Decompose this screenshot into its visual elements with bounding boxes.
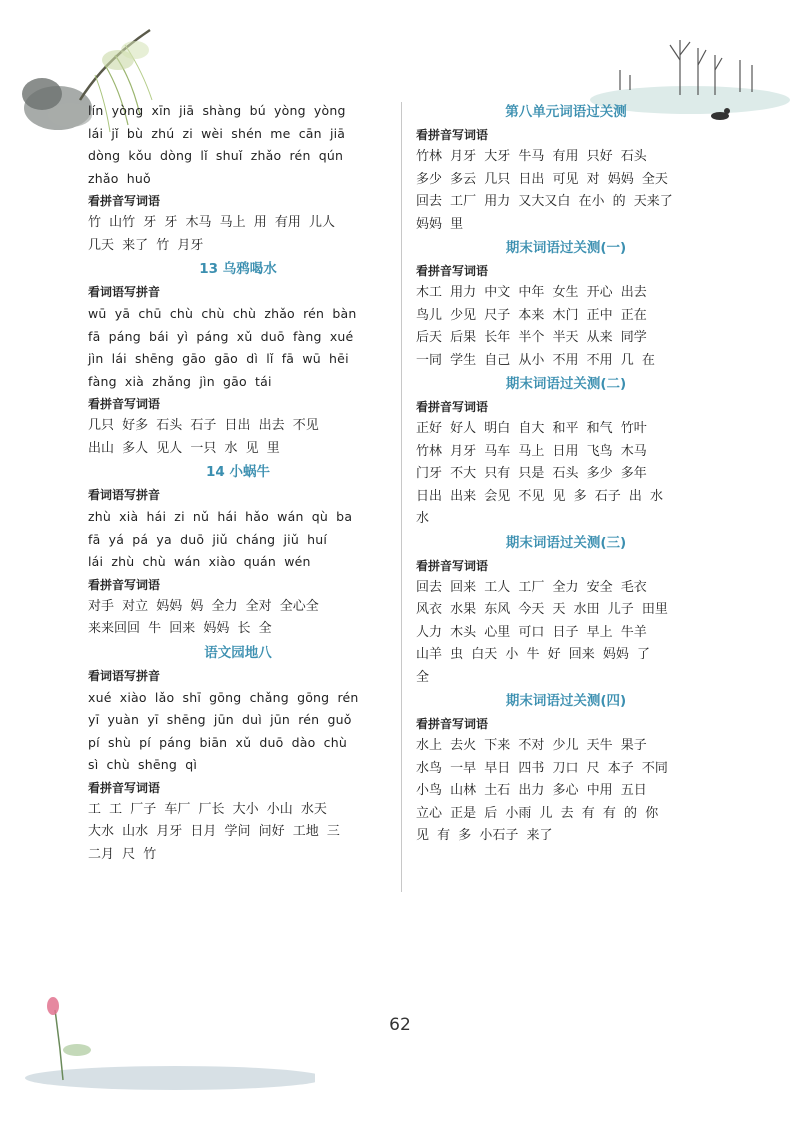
word-line: 大水 山水 月牙 日月 学问 问好 工地 三 [88, 824, 340, 839]
word-line: 后天 后果 长年 半个 半天 从来 同学 [416, 330, 647, 345]
exercise-label: 看词语写拼音 [88, 488, 161, 502]
word-line: 门牙 不大 只有 只是 石头 多少 多年 [416, 466, 647, 481]
ink-lotus-illustration [15, 990, 315, 1100]
word-line: 山羊 虫 白天 小 牛 好 回来 妈妈 了 [416, 647, 651, 662]
word-line: 水上 去火 下来 不对 少儿 天牛 果子 [416, 738, 647, 753]
exercise-label: 看词语写拼音 [88, 285, 161, 299]
word-line: 几天 来了 竹 月牙 [88, 237, 204, 253]
exercise-label: 看词语写拼音 [88, 668, 161, 683]
word-line: 多少 多云 几只 日出 可见 对 妈妈 全天 [416, 171, 668, 187]
exercise-label: 看拼音写词语 [88, 194, 161, 208]
word-line: 竹林 月牙 马车 马上 日用 飞鸟 木马 [416, 443, 647, 459]
word-line: 竹 山竹 牙 牙 木马 马上 用 有用 儿人 [88, 215, 336, 230]
word-line: 鸟儿 少见 尺子 本来 木门 正中 正在 [416, 307, 647, 323]
word-line: 正好 好人 明白 自大 和平 和气 竹叶 [416, 421, 647, 436]
word-line: 工 工 厂子 车厂 厂长 大小 小山 水天 [88, 801, 327, 817]
section-heading: 语文园地八 [204, 644, 272, 661]
exercise-label: 看拼音写词语 [88, 577, 161, 592]
pinyin-line: zhǎo huǒ [88, 170, 151, 186]
word-line: 木工 用力 中文 中年 女生 开心 出去 [416, 285, 647, 300]
word-line: 水 [416, 511, 430, 526]
section-heading: 13 乌鸦喝水 [199, 261, 277, 277]
exercise-label: 看拼音写词语 [416, 717, 489, 731]
word-line: 小鸟 山林 土石 出力 多心 中用 五日 [416, 783, 647, 798]
right-column [416, 100, 716, 848]
exercise-label: 看拼音写词语 [88, 397, 161, 411]
left-column [88, 100, 388, 866]
word-line: 水鸟 一早 早日 四书 刀口 尺 本子 不同 [416, 760, 668, 776]
exercise-label: 看拼音写词语 [416, 264, 489, 278]
section-heading: 期末词语过关测(一) [505, 240, 627, 256]
pinyin-line: jìn lái shēng gāo gāo dì lǐ fā wū hēi [88, 351, 349, 366]
word-line: 人力 木头 心里 可口 日子 早上 牛羊 [416, 624, 647, 640]
section-heading: 第八单元词语过关测 [505, 104, 627, 120]
pinyin-line: fàng xià zhǎng jìn gāo tái [88, 373, 272, 389]
word-line: 来来回回 牛 回来 妈妈 长 全 [88, 621, 272, 636]
pinyin-line: dòng kǒu dòng lǐ shuǐ zhǎo rén qún [88, 148, 344, 163]
pinyin-line: lái zhù chù wán xiào quán wén [88, 554, 311, 569]
exercise-label: 看拼音写词语 [416, 400, 489, 414]
section-heading: 期末词语过关测(四) [505, 693, 627, 709]
pinyin-line: lái jǐ bù zhú zi wèi shén me cān jiā [88, 125, 346, 141]
word-line: 几只 好多 石头 石子 日出 出去 不见 [88, 418, 319, 433]
word-line: 回去 工厂 用力 又大又白 在小 的 天来了 [416, 194, 673, 209]
section-heading: 期末词语过关测(二) [505, 376, 627, 392]
pinyin-line: zhù xià hái zi nǔ hái hǎo wán qù ba [88, 509, 353, 524]
pinyin-line: lín yòng xīn jiā shàng bú yòng yòng [88, 103, 346, 118]
pinyin-line: fā páng bái yì páng xǔ duō fàng xué [88, 328, 354, 344]
word-line: 一同 学生 自己 从小 不用 不用 几 在 [416, 352, 655, 368]
word-line: 竹林 月牙 大牙 牛马 有用 只好 石头 [416, 149, 647, 164]
pinyin-line: sì chù shēng qì [88, 757, 198, 772]
section-heading: 14 小蜗牛 [206, 464, 270, 480]
word-line: 日出 出来 会见 不见 见 多 石子 出 水 [416, 488, 664, 504]
word-line: 妈妈 里 [416, 216, 464, 232]
word-line: 风衣 水果 东风 今天 天 水田 儿子 田里 [416, 602, 668, 617]
page-number: 62 [389, 1015, 411, 1035]
pinyin-line: pí shù pí páng biān xǔ duō dào chù [88, 734, 347, 750]
pinyin-line: yī yuàn yī shēng jūn duì jūn rén guǒ [88, 712, 352, 727]
pinyin-line: fā yá pá ya duō jiǔ cháng jiǔ huí [88, 531, 328, 547]
word-line: 全 [416, 669, 430, 685]
exercise-label: 看拼音写词语 [416, 558, 489, 573]
column-divider [401, 102, 402, 892]
word-line: 出山 多人 见人 一只 水 见 里 [88, 440, 280, 456]
pinyin-line: xué xiào lǎo shī gōng chǎng gōng rén [88, 689, 359, 705]
section-heading: 期末词语过关测(三) [505, 534, 627, 551]
exercise-label: 看拼音写词语 [88, 780, 161, 795]
word-line: 见 有 多 小石子 来了 [416, 828, 553, 843]
word-line: 对手 对立 妈妈 妈 全力 全对 全心全 [88, 598, 319, 614]
pinyin-line: wū yā chū chù chù chù zhǎo rén bàn [88, 306, 357, 321]
word-line: 回去 回来 工人 工厂 全力 安全 毛衣 [416, 579, 647, 595]
word-line: 二月 尺 竹 [88, 846, 157, 862]
exercise-label: 看拼音写词语 [416, 128, 489, 142]
word-line: 立心 正是 后 小雨 儿 去 有 有 的 你 [416, 805, 659, 821]
